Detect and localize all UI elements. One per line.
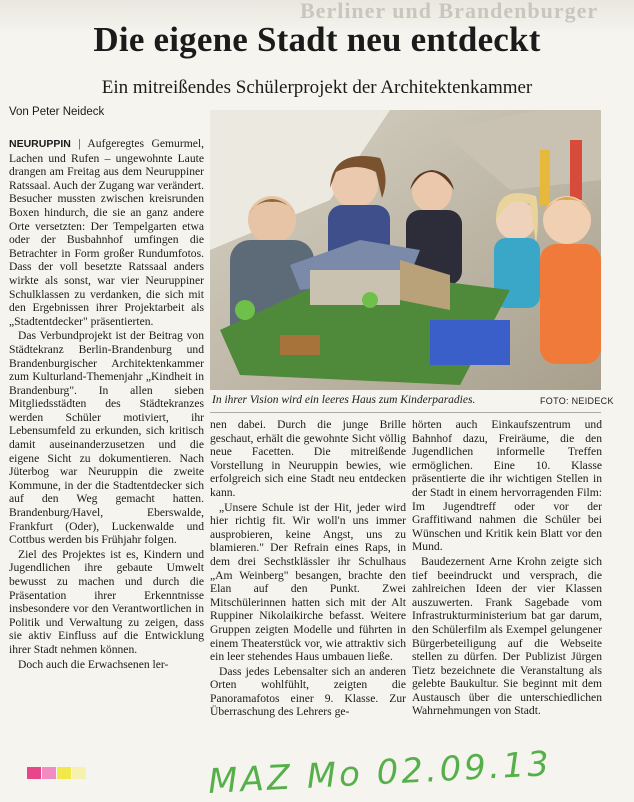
- article-column-2: [210, 418, 406, 720]
- article-photo: [210, 110, 601, 390]
- paragraph: Baudezernent Arne Krohn zeigte sich tief beeindruckt und versprach, die zahlreichen Ideen der vier Klassen auszuwerten. Frank Sagebade vom Infrastrukturministerium bat gar darum, den Schülerfilm als Exempel gelungener Bürgerbeteiligung auf die Webseite stellen zu dürfen. Der Publizist Jürgen Tietz bezeichnete die Veranstaltung als gelebte Baukultur. Sie beginnt mit dem Austausch über die unterschiedlichen Wahrnehmungen von Stadt.: [412, 554, 602, 718]
- color-mark: [27, 767, 41, 779]
- caption-divider: [210, 412, 601, 413]
- paragraph: Doch auch die Erwachsenen ler-: [18, 657, 169, 671]
- color-mark: [72, 767, 86, 779]
- article-column-3: [412, 418, 602, 719]
- dateline: NEURUPPIN: [9, 138, 71, 150]
- color-mark: [42, 767, 56, 779]
- color-mark: [57, 767, 71, 779]
- paragraph: „Unsere Schule ist der Hit, jeder wird hier richtig fit. Wir woll'n uns immer ausprobieren, keine Angst, uns zu blamieren." Der Refrain eines Raps, in dem drei Sechstklässler ihr Schulhaus „Am Weinberg" besangen, brachte den Elan auf den Punkt. Zwei Mitschülerinnen hatten sich mit der Alt Ruppiner Nikolaikirche befasst. Weitere Gruppen zeigten Modelle und führten in einem Theaterstück vor, wie attraktiv sich ein leer stehendes Haus umbauen ließe.: [210, 500, 406, 664]
- paragraph: nen dabei. Durch die junge Brille geschaut, erhält die gewohnte Sicht völlig neue Facetten. Die mitreißende Vorstellung in Neuruppin bewies, wie erfolgreich sich eine Stadt neu entdecken kann.: [210, 418, 406, 499]
- headline: Die eigene Stadt neu entdeckt: [93, 20, 541, 59]
- bleed-text: Berliner und Brandenburger: [300, 0, 599, 23]
- print-color-marks: [27, 766, 87, 784]
- paragraph-text: Aufgeregtes Gemurmel, Lachen und Rufen – ungewohnte Laute drangen am Freitag aus dem Neuruppiner Ratssaal. Auch der Zugang war verändert. Besucher mussten zwischen kreisrunden Boxen hindurch, die sie an ganz andere Orte versetzten: Der Tempelgarten etwa oder der Busbahnhof umfingen die Betrachter in Form großer Rundumfotos. Dass der voll besetzte Ratssaal anders wirkte als sonst, war vier Neuruppiner Schulklassen zu verdanken, die sich mit den Ergebnissen ihrer Projektarbeit als „Stadtentdecker" präsentierten.: [9, 137, 204, 328]
- paragraph: Dass jedes Lebensalter sich an anderen Orten wohlfühlt, zeigten die Panoramafotos einer 9. Klasse. Zur Überraschung des Lehrers ge-: [210, 664, 406, 719]
- paragraph: hörten auch Einkaufszentrum und Bahnhof dazu, Freiräume, die den Jugendlichen informelle Treffen ermöglichen. Eine 10. Klasse präsentierte die ihr wichtigen Stellen in der Stadt in einem hervorragenden Film: Im Jugendtreff oder vor der Graffitiwand nahmen die Schüler bei Wünschen und Kritik kein Blatt vor den Mund.: [412, 418, 602, 554]
- paragraph: NEURUPPIN | Aufgeregtes Gemurmel, Lachen und Rufen – ungewohnte Laute drangen am Freitag aus dem Neuruppiner Ratssaal. Auch der Zugang war verändert. Besucher mussten zwischen kreisrunden Boxen hindurch, die sie an ganz andere Orte versetzten: Der Tempelgarten etwa oder der Busbahnhof umfingen die Betrachter in Form großer Rundumfotos. Dass der voll besetzte Ratssaal anders wirkte als sonst, war vier Neuruppiner Schulklassen zu verdanken, die sich mit den Ergebnissen ihrer Projektarbeit als „Stadtentdecker" präsentierten.: [9, 137, 204, 328]
- photo-caption: In ihrer Vision wird ein leeres Haus zum Kinderparadies.: [212, 394, 476, 406]
- byline: Von Peter Neideck: [9, 106, 105, 118]
- photo-illustration: [210, 110, 601, 390]
- paragraph: Das Verbundprojekt ist der Beitrag von Städtekranz Berlin-Brandenburg und Brandenburgischer Architektenkammer zum Kulturland-Themenjahr „Kindheit in Brandenburg". In allen sieben Mitgliedsstädten des Städtekranzes werden Schüler motiviert, ihr Lebensumfeld zu erkunden, sich kritisch damit auseinanderzusetzen und die eigene Sicht zu dokumentieren. Nach Jüterbog war Neuruppin die zweite Kommune, in der die Stadtentdecker sich auf den Weg gemacht hatten. Brandenburg/Havel, Eberswalde, Frankfurt (Oder), Luckenwalde und Cottbus werden bis Frühjahr folgen.: [9, 329, 204, 547]
- article-column-1: [9, 137, 204, 672]
- photo-credit: FOTO: NEIDECK: [540, 396, 614, 406]
- handwritten-source-note: MAZ Mo 02.09.13: [207, 744, 553, 802]
- subheadline: Ein mitreißendes Schülerprojekt der Architektenkammer: [101, 77, 533, 98]
- paragraph: Ziel des Projektes ist es, Kindern und Jugendlichen ihre gebaute Umwelt bewusst zu machen und durch die Präsentation ihrer Erkenntnisse insbesondere vor den Verantwortlichen in Politik und Verwaltung zu zeigen, dass sie aktiv Einfluss auf die Entwicklung ihrer Stadt nehmen können.: [9, 547, 204, 656]
